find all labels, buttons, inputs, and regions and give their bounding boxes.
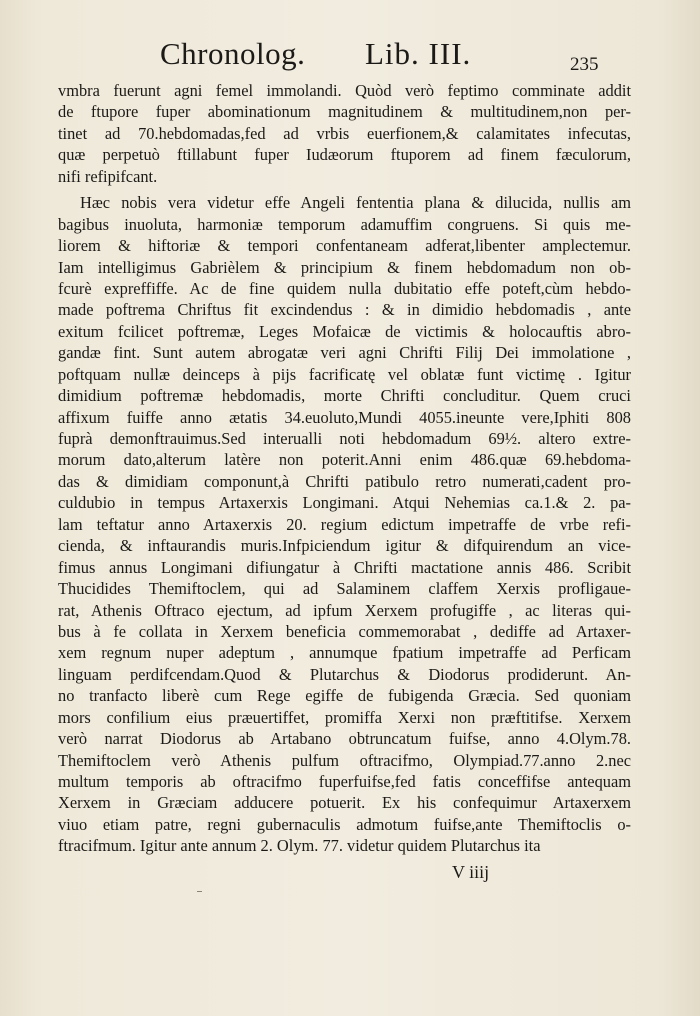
text-line: Themiftoclem verò Athenis pulfum oftracifmo, Olympiad.77.anno 2.nec <box>58 750 631 770</box>
text-line: das & dimidiam componunt,à Chrifti patibulo retro numerati,cadent pro- <box>58 471 631 491</box>
text-line: affixum fuiffe anno ætatis 34.euoluto,Mundi 4055.ineunte vere,Iphiti 808 <box>58 407 631 427</box>
text-line: poftquam nullæ deinceps à pijs facrificatę vel oblatæ funt victimę . Igitur <box>58 364 631 384</box>
text-line: Iam intelligimus Gabrièlem & principium & finem hebdomadum non ob- <box>58 257 631 277</box>
text-line: quæ perpetuò ftillabunt fuper Iudæorum ftuporem ad finem fæculorum, <box>58 145 631 165</box>
text-line: lam teftatur anno Artaxerxis 20. regium edictum impetraffe de vrbe refi- <box>58 514 631 534</box>
text-line: exitum fcilicet poftremæ, Leges Mofaicæ de victimis & holocauftis abro- <box>58 321 631 341</box>
text-line: vmbra fuerunt agni femel immolandi. Quòd verò feptimo comminate addit <box>58 81 631 100</box>
text-line: rat, Athenis Oftraco ejectum, ad ipfum Xerxem profugiffe , ac literas qui- <box>58 600 631 620</box>
text-line: bagibus inuoluta, harmoniæ temporum adamuffim congruens. Si quis me- <box>58 214 631 234</box>
text-line: cienda, & inftaurandis muris.Infpiciendum igitur & difquirendum an vice- <box>58 536 631 556</box>
text-line: no tranfacto liberè cum Rege egiffe de fubigenda Græcia. Sed quoniam <box>58 686 631 706</box>
signature-mark: V iiij <box>452 862 490 882</box>
book-number: Lib. III. <box>365 36 472 71</box>
text-line: culdubio in tempus Artaxerxis Longimani. Atqui Nehemias ca.1.& 2. pa- <box>58 493 631 513</box>
text-line: verò narrat Diodorus ab Artabano obtruncatum fuifse, anno 4.Olym.78. <box>58 729 631 749</box>
text-line: ftracifmum. Igitur ante annum 2. Olym. 77. videtur quidem Plutarchus ita <box>58 836 541 856</box>
text-line: linguam perdifcendam.Quod & Plutarchus & Diodorus prodiderunt. An- <box>58 664 631 684</box>
text-line: fuprà demonftrauimus.Sed interualli noti hebdomadum 69½. altero extre- <box>58 429 631 448</box>
text-line: made poftrema Chriftus fit excindendus : & in dimidio hebdomadis , ante <box>58 300 631 320</box>
text-line: bus à fe collata in Xerxem beneficia commemorabat , dediffe ad Artaxer- <box>58 621 631 641</box>
text-line: dimidium poftremæ hebdomadis, morte Chrifti concluditur. Quem cruci <box>58 386 631 406</box>
ink-speck <box>197 891 202 892</box>
text-line: viuo etiam patre, regni gubernaculis admotum fuifse,ante Themiftoclis o- <box>58 814 631 834</box>
text-line: Thucidides Themiftoclem, qui ad Salaminem claffem Xerxis profligaue- <box>58 579 631 599</box>
running-header <box>160 36 630 76</box>
text-line: morum dato,alterum latère non poterit.Anni enim 486.quæ 69.hebdoma- <box>58 450 631 470</box>
text-line: mors confilium eius præuertiffet, promiffa Xerxi non præftitifse. Xerxem <box>58 707 631 727</box>
text-line: fcurè expreffiffe. Ac de fine quidem nulla dubitatio effe poteft,cùm hebdo- <box>58 278 631 298</box>
text-line: xem regnum nuper adeptum , annumque fpatium impetraffe ad Perficam <box>58 643 631 663</box>
page-number: 235 <box>570 54 599 75</box>
text-block <box>58 80 631 857</box>
text-line: multum temporis ab oftracifmo fuperfuifse,fed fatis conceffifse antequam <box>58 772 631 791</box>
text-line: tinet ad 70.hebdomadas,fed ad vrbis euerfionem,& calamitates infecutas, <box>58 123 631 143</box>
running-title: Chronolog. <box>160 36 306 71</box>
text-line: gandæ fint. Sunt autem abrogatæ veri agni Chrifti Filij Dei immolatione , <box>58 343 631 363</box>
text-line: Xerxem in Græciam adducere potuerit. Ex his confequimur Artaxerxem <box>58 793 631 813</box>
text-line: nifi refipifcant. <box>58 166 158 186</box>
text-line: de ftupore fuper abominationum magnitudinem & multitudinem,non per- <box>58 102 631 122</box>
text-line: liorem & hiftoriæ & tempori confentaneam adferat,libenter amplectemur. <box>58 236 631 256</box>
text-line: Hæc nobis vera videtur effe Angeli fententia plana & dilucida, nullis am <box>80 193 631 213</box>
text-line: fimus annus Longimani difiungatur à Chrifti mactatione annis 486. Scribit <box>58 557 631 577</box>
